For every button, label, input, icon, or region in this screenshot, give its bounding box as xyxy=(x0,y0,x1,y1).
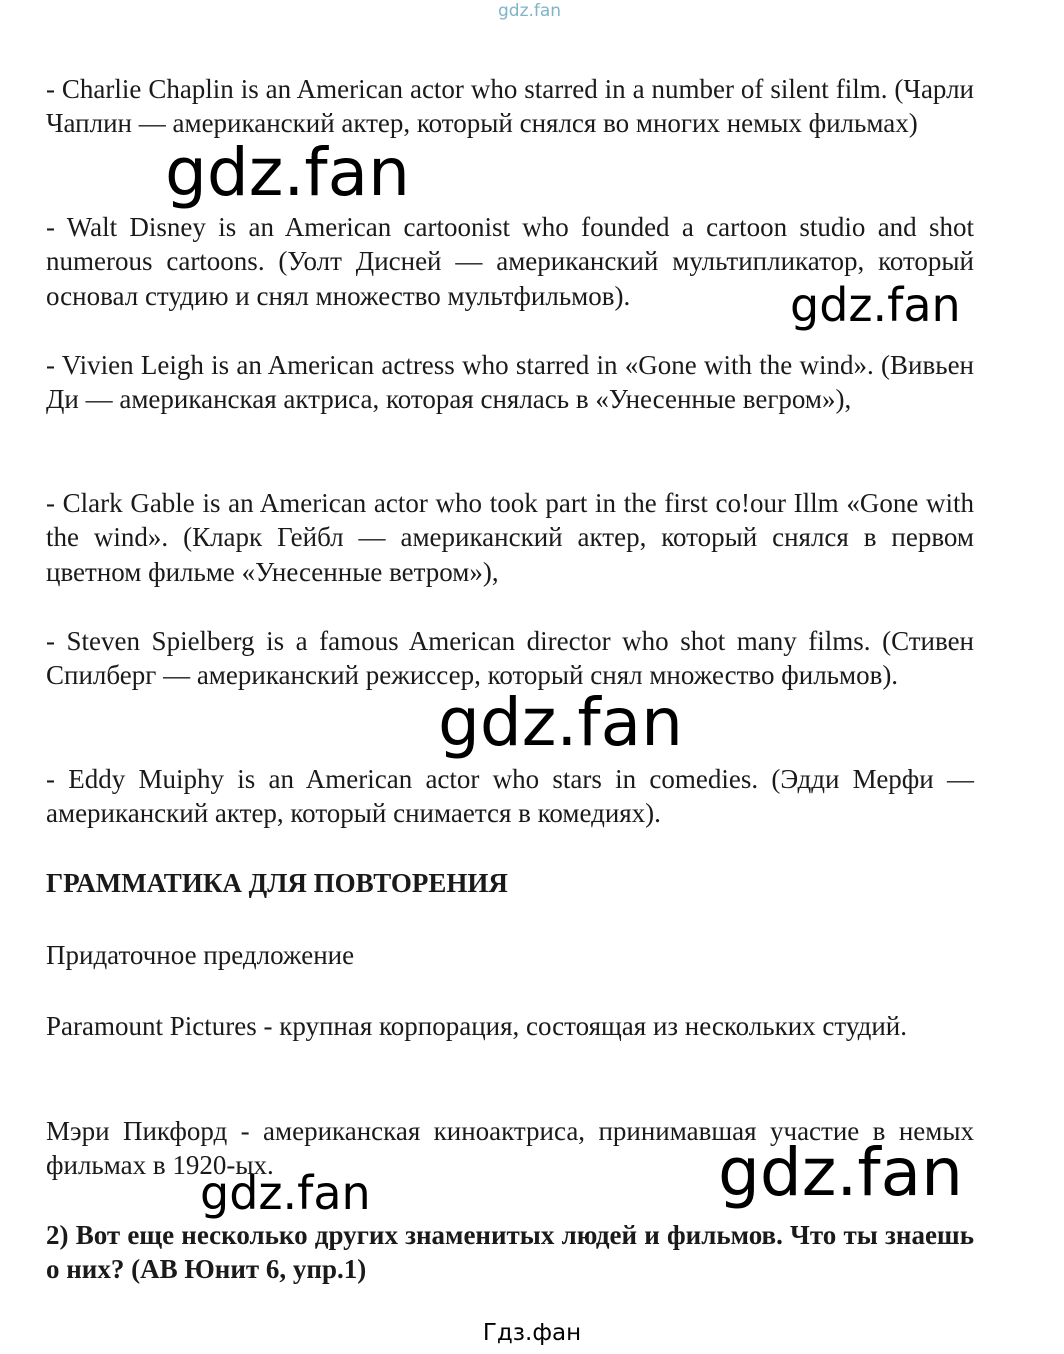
task-question: 2) Вот еще несколько других знаменитых людей и фильмов. Что ты знаешь о них? (АВ Юнит 6, упр.1) xyxy=(46,1220,974,1285)
watermark-2: gdz.fan xyxy=(790,278,961,332)
grammar-subheading: Придаточное предложение xyxy=(46,940,355,970)
footer-label: Гдз.фан xyxy=(482,1320,582,1346)
grammar-example-paramount: Paramount Pictures - крупная корпорация, состоящая из нескольких студий. xyxy=(46,1011,908,1041)
paragraph-murphy: - Eddy Muiphy is an American actor who stars in comedies. (Эдди Мерфи — американский актер, который снимается в комедиях). xyxy=(46,764,974,829)
paragraph-chaplin: - Charlie Chaplin is an American actor who starred in a number of silent film. (Чарли Чаплин — американский актер, который снялся во многих немых фильмах) xyxy=(46,74,974,139)
grammar-example-pickford: Мэри Пикфорд - американская киноактриса, принимавшая участие в немых фильмах в 1920-ых. xyxy=(46,1116,974,1181)
watermark-1: gdz.fan xyxy=(165,134,410,211)
paragraph-gable: - Clark Gable is an American actor who took part in the first co!our Illm «Gone with the wind». (Кларк Гейбл — американский актер, который снялся в первом цветном фильме «Унесенные ветром»), xyxy=(46,488,974,587)
grammar-heading: ГРАММАТИКА ДЛЯ ПОВТОРЕНИЯ xyxy=(46,868,508,898)
paragraph-disney: - Walt Disney is an American cartoonist who founded a cartoon studio and shot numerous cartoons. (Уолт Дисней — американский мультипликатор, который основал студию и снял множество мультфильмов). xyxy=(46,212,974,311)
watermark-5: gdz.fan xyxy=(200,1166,371,1220)
watermark-top: gdz.fan xyxy=(498,1,562,21)
watermark-3: gdz.fan xyxy=(438,684,683,761)
paragraph-leigh: - Vivien Leigh is an American actress who starred in «Gone with the wind». (Вивьен Ди — американская актриса, которая снялась в «Унесенные вегром»), xyxy=(46,350,974,415)
watermark-4: gdz.fan xyxy=(718,1134,963,1211)
paragraph-spielberg: - Steven Spielberg is a famous American director who shot many films. (Стивен Спилберг — американский режиссер, который снял множество фильмов). xyxy=(46,626,974,691)
